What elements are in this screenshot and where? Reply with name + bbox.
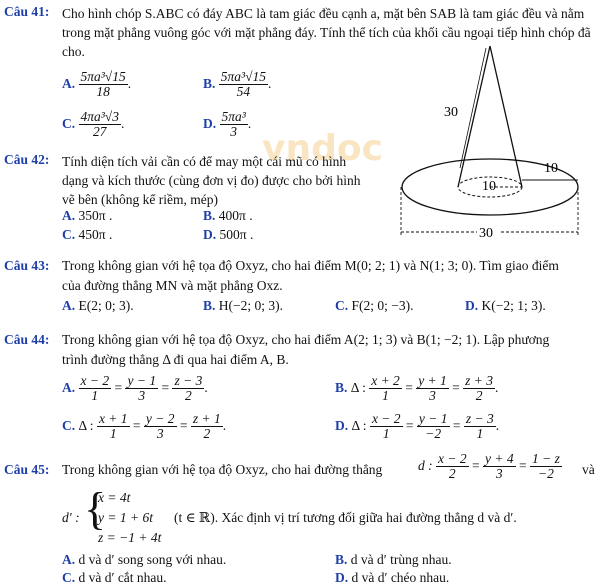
q45-d-f2-den: 3 — [495, 466, 503, 482]
q41-d-num: 5πa³ — [221, 109, 246, 124]
q45-option-b[interactable] — [335, 552, 452, 568]
q44-a-f3-den: 2 — [185, 388, 192, 404]
q45-a-letter: A. — [62, 552, 76, 567]
q44-b-f1-den: 1 — [382, 388, 389, 404]
q41-c-letter: C. — [62, 115, 76, 131]
inner-radius-label: 10 — [482, 179, 496, 194]
q45-d-value: d và d′ chéo nhau. — [351, 570, 450, 585]
q45-option-a[interactable] — [62, 552, 226, 568]
q42-text: Tính diện tích vải cần có để may một cái mũ có hình dạng và kích thước (cùng đơn vị đo) được cho bởi hình vẽ bên (không kể riềm, mép) — [62, 154, 361, 207]
diameter-label: 30 — [479, 226, 493, 241]
q41-b-num: 5πa³√15 — [220, 69, 266, 84]
q44-b-f1-num: x + 2 — [371, 373, 400, 388]
q43-a-letter: A. — [62, 298, 76, 313]
q45-a-value: d và d′ song song với nhau. — [78, 552, 227, 567]
q42-option-c[interactable] — [62, 227, 112, 243]
q44-d-f3-den: 1 — [476, 426, 484, 442]
q42-option-d[interactable] — [203, 227, 253, 243]
q41-option-a[interactable]: A. $\frac{\text{5πa³√15}}{18}$ . — [62, 69, 132, 100]
outer-radius-label: 10 — [544, 161, 558, 176]
q45-d-f3-num: 1 − z — [531, 451, 560, 466]
q45-d-f2-num: y + 4 — [484, 451, 514, 466]
q41-option-b[interactable]: B. $\frac{\text{5πa³√15}}{54}$ . — [203, 69, 272, 100]
q44-a-f3-num: z − 3 — [174, 373, 203, 388]
q41-a-den: 18 — [96, 84, 110, 100]
q43-c-value: F(2; 0; −3). — [351, 298, 414, 313]
cone-left-edge — [458, 46, 490, 187]
q44-c-prefix: Δ : — [78, 417, 94, 433]
q42-label: Câu 42: — [4, 152, 50, 167]
q45-sys-z: z = −1 + 4t — [98, 530, 162, 545]
q44-d-f1-num: x − 2 — [371, 411, 401, 426]
q41-c-num: 4πa³√3 — [80, 109, 119, 124]
q44-label: Câu 44: — [4, 332, 50, 347]
q45-d-letter: D. — [335, 570, 349, 585]
q44-c-f2-den: 3 — [156, 426, 164, 442]
q44-b-letter: B. — [335, 379, 348, 395]
q41-d-den: 3 — [230, 124, 238, 140]
q42-c-value: 450π . — [78, 227, 113, 242]
q44-option-c[interactable]: C. Δ : $\frac{x + 1}{1}$ = $\frac{y - 2}{3}$ = $\frac{z + 1}{2}$ . — [62, 411, 227, 442]
q44-option-a[interactable]: A. $\frac{x - 2}{1}$ = $\frac{y - 1}{3}$ = $\frac{z - 3}{2}$ . — [62, 373, 208, 404]
q41-label: Câu 41: — [4, 4, 50, 19]
q44-d-f2-den: −2 — [425, 426, 442, 442]
q44-c-f3-den: 2 — [203, 426, 211, 442]
q44-line2: trình đường thẳng Δ đi qua hai điểm A, B. — [62, 352, 289, 367]
q45-label: Câu 45: — [4, 462, 50, 477]
q44-a-f1-num: x − 2 — [80, 373, 110, 388]
q44-b-f2-num: y + 1 — [418, 373, 447, 388]
q41-c-den: 27 — [92, 124, 107, 140]
q45-option-d[interactable] — [335, 570, 449, 586]
q41-option-d[interactable]: D. $\frac{\text{5πa³}}{3}$ . — [203, 109, 252, 140]
q44-b-f3-den: 2 — [475, 388, 483, 404]
q43-b-letter: B. — [203, 298, 216, 313]
q44-c-f2-num: y − 2 — [145, 411, 175, 426]
q45-option-c[interactable] — [62, 570, 167, 586]
q42-option-a[interactable] — [62, 208, 112, 224]
q43-a-value: E(2; 0; 3). — [78, 298, 134, 313]
q42-c-letter: C. — [62, 227, 76, 242]
q44-d-letter: D. — [335, 417, 349, 433]
q42-a-value: 350π . — [78, 208, 113, 223]
q43-d-value: K(−2; 1; 3). — [481, 298, 546, 313]
q45-c-value: d và d′ cắt nhau. — [78, 570, 167, 585]
q44-b-f3-num: z + 3 — [465, 373, 494, 388]
q45-and: và — [582, 462, 595, 477]
q44-c-f1-num: x + 1 — [98, 411, 128, 426]
q41-b-den: 54 — [236, 84, 251, 100]
q45-d-f3-den: −2 — [537, 466, 554, 482]
q44-a-f2-den: 3 — [138, 388, 146, 404]
q44-b-f2-den: 3 — [429, 388, 436, 404]
q43-c-letter: C. — [335, 298, 349, 313]
q43-b-value: H(−2; 0; 3). — [218, 298, 283, 313]
q45-d-f1-den: 2 — [448, 466, 456, 482]
q43-line2: của đường thẳng MN và mặt phẳng Oxz. — [62, 278, 283, 293]
q45-b-value: d và d′ trùng nhau. — [350, 552, 452, 567]
q44-c-f1-den: 1 — [109, 426, 117, 442]
q42-b-value: 400π . — [218, 208, 253, 223]
q42-option-b[interactable] — [203, 208, 253, 224]
q42-d-letter: D. — [203, 227, 217, 242]
q41-text: Cho hình chóp S.ABC có đáy ABC là tam giác đều cạnh a, mặt bên SAB là tam giác đều và nằm trong mặt phẳng vuông góc với mặt phẳng đáy. Tính thể tích của khối cầu ngoại tiếp hình chóp đã cho. — [62, 6, 591, 59]
q44-c-f3-num: z + 1 — [192, 411, 221, 426]
q41-a-letter: A. — [62, 75, 76, 91]
q42-b-letter: B. — [203, 208, 216, 223]
q43-label: Câu 43: — [4, 258, 50, 273]
q44-d-f1-den: 1 — [382, 426, 390, 442]
q44-c-letter: C. — [62, 417, 76, 433]
q41-option-c[interactable]: C. $\frac{\text{4πa³√3}}{27}$ . — [62, 109, 125, 140]
q45-d-f1-num: x − 2 — [438, 451, 467, 466]
q41-b-letter: B. — [203, 75, 216, 91]
q45-d-equation: d : $\frac{x - 2}{2}$ = $\frac{y + 4}{3}$ = $\frac{1 - z}{-2}$ — [418, 451, 560, 482]
q45-param-text: (t ∈ ℝ). Xác định vị trí tương đối giữa hai đường thẳng d và d′. — [174, 510, 517, 525]
q44-a-f1-den: 1 — [91, 388, 99, 404]
slant-marker — [460, 48, 486, 168]
q43-option-d[interactable] — [465, 298, 546, 314]
q44-b-prefix: Δ : — [350, 379, 366, 395]
q45-sys-x: x = 4t — [98, 490, 131, 505]
q43-line1: Trong không gian với hệ tọa độ Oxyz, cho hai điểm M(0; 2; 1) và N(1; 3; 0). Tìm giao điểm — [62, 258, 559, 273]
q41-a-num: 5πa³√15 — [80, 69, 126, 84]
q45-dprime-label: d′ : — [62, 510, 80, 525]
q43-option-b[interactable] — [203, 298, 283, 314]
cone-right-edge — [490, 46, 522, 187]
q44-a-f2-num: y − 1 — [127, 373, 157, 388]
q44-a-letter: A. — [62, 379, 76, 395]
system-brace: { — [84, 483, 107, 534]
q45-b-letter: B. — [335, 552, 348, 567]
q44-option-b[interactable]: B. Δ : $\frac{x + 2}{1}$ = $\frac{y + 1}{3}$ = $\frac{z + 3}{2}$ . — [335, 373, 499, 404]
slant-label: 30 — [444, 105, 458, 120]
q43-option-a[interactable] — [62, 298, 134, 314]
q44-line1: Trong không gian với hệ tọa độ Oxyz, cho hai điểm A(2; 1; 3) và B(1; −2; 1). Lập phương — [62, 332, 550, 347]
q45-c-letter: C. — [62, 570, 76, 585]
q45-d-prefix: d : — [418, 457, 433, 473]
q44-d-prefix: Δ : — [351, 417, 367, 433]
watermark-logo: vndoc — [262, 128, 383, 169]
q44-d-f2-num: y − 1 — [418, 411, 448, 426]
q43-d-letter: D. — [465, 298, 479, 313]
q45-line1: Trong không gian với hệ tọa độ Oxyz, cho hai đường thẳng — [62, 462, 383, 477]
q44-option-d[interactable]: D. Δ : $\frac{x - 2}{1}$ = $\frac{y - 1}{-2}$ = $\frac{z - 3}{1}$ . — [335, 411, 500, 442]
hat-figure — [398, 42, 590, 242]
q43-option-c[interactable] — [335, 298, 414, 314]
q42-d-value: 500π . — [219, 227, 254, 242]
q44-d-f3-num: z − 3 — [465, 411, 494, 426]
q45-sys-y: y = 1 + 6t — [98, 510, 153, 525]
q42-a-letter: A. — [62, 208, 76, 223]
q41-d-letter: D. — [203, 115, 217, 131]
